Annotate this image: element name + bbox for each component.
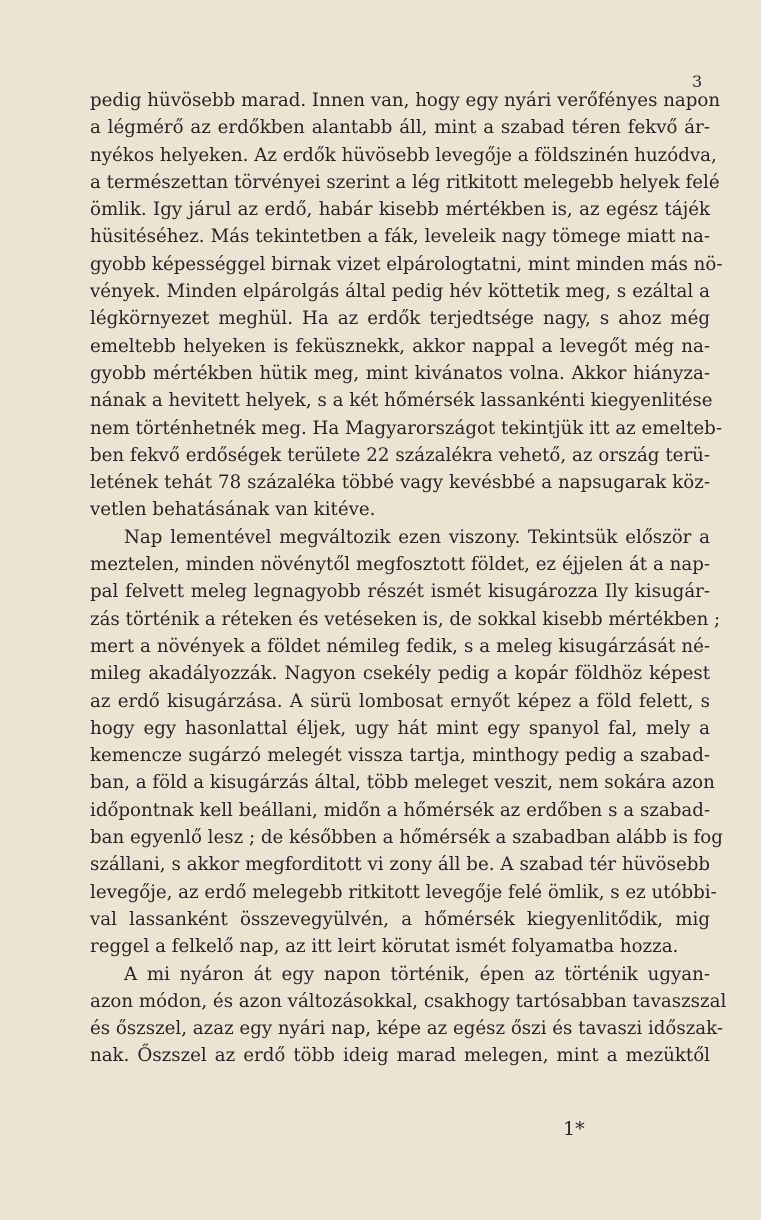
text-line: gyobb képességgel birnak vizet elpárologtatni, mint minden más nö-	[90, 253, 723, 275]
text-line: a természettan törvényei szerint a lég ritkitott melegebb helyek felé	[90, 171, 720, 193]
text-line: levegője, az erdő melegebb ritkitott levegője felé ömlik, s ez utóbbi-	[90, 881, 717, 903]
text-line: és őszszel, azaz egy nyári nap, képe az egész őszi és tavaszi időszak-	[90, 1018, 723, 1040]
text-line: nak. Őszszel az erdő több ideig marad melegen, mint a mezüktől	[90, 1045, 710, 1067]
text-line: mert a növények a földet némileg fedik, s a meleg kisugárzását né-	[90, 635, 710, 657]
text-line: ban egyenlő lesz ; de későbben a hőmérsék a szabadban alább is fog	[90, 827, 723, 849]
text-line: emeltebb helyeken is feküsznekk, akkor nappal a levegőt még na-	[90, 335, 710, 357]
text-line: reggel a felkelő nap, az itt leirt körutat ismét folyamatba hozza.	[90, 936, 679, 958]
text-line: szállani, s akkor megforditott vi zony áll be. A szabad tér hüvösebb	[90, 854, 710, 876]
text-line: zás történik a réteken és vetéseken is, de sokkal kisebb mértékben ;	[90, 608, 721, 630]
text-line: hogy egy hasonlattal éljek, ugy hát mint egy spanyol fal, mely a	[90, 717, 710, 739]
text-line: vetlen behatásának van kitéve.	[90, 499, 376, 521]
page-number: 3	[692, 72, 703, 91]
text-line: azon módon, és azon változásokkal, csakhogy tartósabban tavaszszal	[90, 990, 727, 1012]
text-line: nem történhetnék meg. Ha Magyarországot tekintjük itt az emelteb-	[90, 417, 722, 439]
text-line: vények. Minden elpárolgás által pedig hév köttetik meg, s ezáltal a	[90, 281, 710, 303]
text-line: mileg akadályozzák. Nagyon csekély pedig a kopár földhöz képest	[90, 663, 710, 685]
text-line: légkörnyezet meghül. Ha az erdők terjedtsége nagy, s ahoz még	[90, 308, 710, 330]
text-line: nának a hevitett helyek, s a két hőmérsék lassankénti kiegyenlitése	[90, 390, 713, 412]
text-line: meztelen, minden növénytől megfosztott földet, ez éjjelen át a nap-	[90, 554, 710, 576]
text-line: ben fekvő erdőségek területe 22 százalékra vehető, az ország terü-	[90, 444, 710, 466]
text-line: gyobb mértékben hütik meg, mint kivánatos volna. Akkor hiányza-	[90, 362, 710, 384]
text-line: val lassanként összevegyülvén, a hőmérsék kiegyenlitődik, mig	[90, 908, 710, 930]
text-line: ömlik. Igy járul az erdő, habár kisebb mértékben is, az egész tájék	[90, 199, 710, 221]
text-line: a légmérő az erdőkben alantabb áll, mint a szabad téren fekvő ár-	[90, 117, 710, 139]
text-line: A mi nyáron át egy napon történik, épen az történik ugyan-	[124, 963, 710, 985]
text-line: hüsitéséhez. Más tekintetben a fák, leveleik nagy tömege miatt na-	[90, 226, 710, 248]
text-line: kemencze sugárzó melegét vissza tartja, minthogy pedig a szabad-	[90, 745, 710, 767]
text-line: Nap lementével megváltozik ezen viszony. Tekintsük először a	[124, 526, 710, 548]
body-text	[90, 87, 727, 1070]
text-line: az erdő kisugárzása. A sürü lombosat ernyőt képez a föld felett, s	[90, 690, 710, 712]
text-line: nyékos helyeken. Az erdők hüvösebb levegője a földszinén huzódva,	[90, 144, 717, 166]
text-line: ban, a föld a kisugárzás által, több meleget veszit, nem sokára azon	[90, 772, 715, 794]
signature-mark: 1*	[563, 1118, 585, 1140]
text-line: időpontnak kell beállani, midőn a hőmérsék az erdőben s a szabad-	[90, 799, 710, 821]
text-line: pedig hüvösebb marad. Innen van, hogy egy nyári verőfényes napon	[90, 90, 721, 111]
text-line: letének tehát 78 százaléka többé vagy kevésbbé a napsugarak köz-	[90, 472, 710, 494]
text-line: pal felvett meleg legnagyobb részét ismét kisugározza Ily kisugár-	[90, 581, 710, 603]
